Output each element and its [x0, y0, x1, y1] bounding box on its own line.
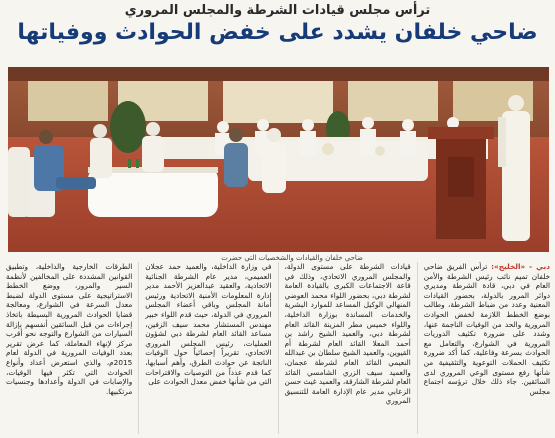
article-dateline: دبي - «الخليج»:	[491, 262, 550, 271]
article-column-4	[6, 262, 132, 434]
column-divider	[138, 262, 139, 434]
article-column-4-text: الطرقات الخارجية والداخلية، وتطبيق القوانين المشددة على المخالفين لأنظمة السير والمرور، ووضع الخطط الاستراتيجية على مستوى الدولة لضبط معدل السرعة في الشوارع، ومعالجة قضايا الحوادث المرورية البسيطة باتخاذ إجراءات من قبل السائقين أنفسهم بإزالة السيارات من الشوارع والتوجه نحو أقرب مركز لإنهاء المعاملة، كما عرض تقرير بعدد الوفيات المرورية في الدولة لعام 2015م، والذي استعرض أعداد وأنواع الحوادث التي تكثر فيها الوفيات، والإصابات في الدولة وأعدادها وجنسيات مرتكبيها.	[6, 262, 133, 396]
article-column-3	[145, 262, 271, 434]
column-divider	[278, 262, 279, 434]
article-column-1-text: ترأس الفريق ضاحي خلفان تميم نائب رئيس الشرطة والأمن العام في دبي، قادة الشرطة ومديري دوائر المرور بالدولة، بحضور القيادات المعنية وعدد من ضباط الشرطة، وطالب بوضع الخطط اللازمة لخفض الحوادث المرورية والحد من الوفيات الناجمة عنها، وشدد على ضرورة تكثيف الدوريات المرورية في الشوارع، والتعامل مع الحوادث بسرعة وفاعلية، كما أكد ضرورة تكثيف الحملات التوعوية والتثقيفية من شأنها رفع مستوى الوعي المروري لدى السائقين. جاء ذلك خلال ترؤسه اجتماع مجلس	[423, 262, 550, 396]
meeting-photo	[8, 67, 549, 252]
article-headline: ضاحي خلفان يشدد على خفض الحوادث ووفياتها	[17, 20, 538, 45]
photo-caption: ضاحي خلفان والقيادات والشخصيات التي حضرت	[221, 254, 363, 262]
column-divider	[417, 262, 418, 434]
meeting-photo-illustration	[8, 67, 549, 252]
article-column-2-text: قيادات الشرطة على مستوى الدولة، والمجلس المروري الاتحادي، وذلك في قاعة الاجتماعات الكبرى بالقيادة العامة لشرطة دبي، بحضور اللواء محمد العوضي المنهالي الوكيل المساعد للموارد البشرية والخدمات المساندة بوزارة الداخلية، واللواء خميس مطر المزينة القائد العام لشرطة دبي، والعميد الشيخ راشد بن أحمد المعلا القائد العام لشرطة أم القيوين، والعميد الشيخ سلطان بن عبدالله النعيمي القائد العام لشرطة عجمان، والعميد سيف الزري الشامسي القائد العام لشرطة الشارقة، والعميد غيث حسن الزعابي مدير عام الإدارة العامة للتنسيق المروري	[284, 262, 411, 406]
article-column-1	[424, 262, 550, 434]
article-kicker: ترأس مجلس قيادات الشرطة والمجلس المروري	[124, 3, 431, 18]
article-column-2	[285, 262, 411, 434]
article-body	[6, 262, 550, 434]
article-column-3-text: في وزارة الداخلية، والعميد حمد عجلان العميمي، مدير عام الشرطة الجنائية الاتحادية، والعقيد عبدالعزيز الأحمد مدير إدارة المعلومات الأمنية الاتحادية ورئيس أمانة المجلس وباقي أعضاء المجلس المروري في الدولة، حيث قدم اللواء خبير مهندس المستشار محمد سيف الزفين، مساعد القائد العام لشرطة دبي لشؤون العمليات، رئيس المجلس المروري الاتحادي، تقريراً إحصائياً حول الوفيات الناتجة عن حوادث الطرق، وأهم أسبابها، كما قدم عدداً من التوصيات والاقتراحات التي من شأنها خفض معدل الحوادث على	[145, 262, 272, 387]
